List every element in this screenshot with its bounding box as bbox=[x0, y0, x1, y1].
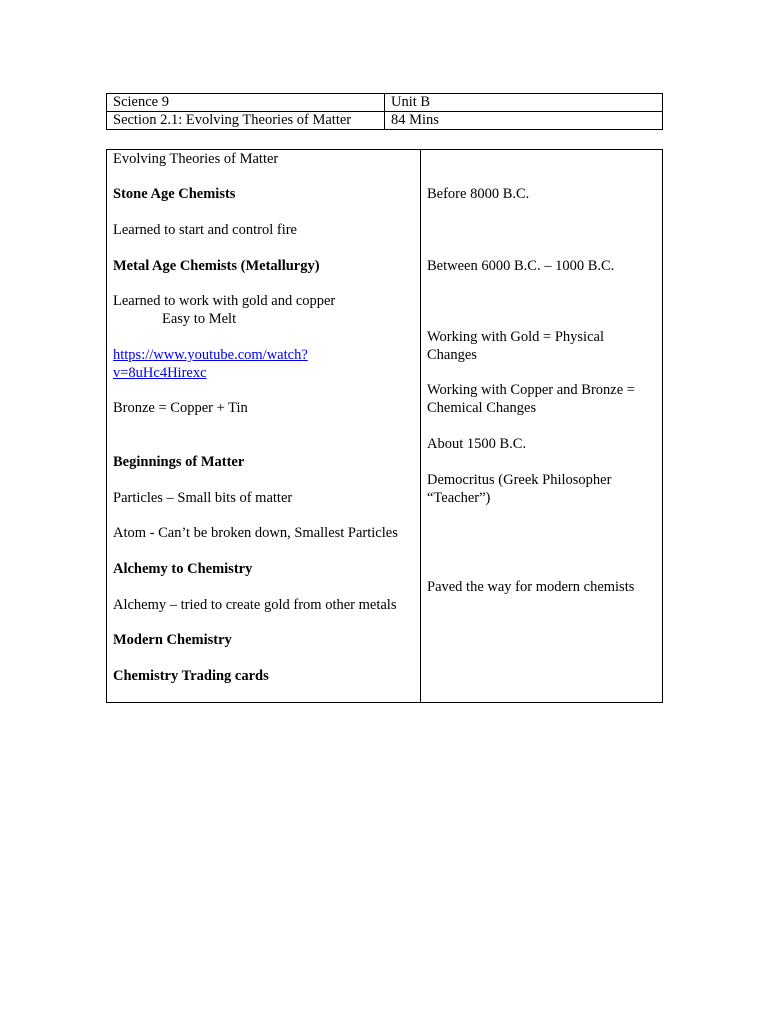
particles-text: Particles – Small bits of matter bbox=[113, 490, 293, 506]
matter-heading: Beginnings of Matter bbox=[113, 454, 245, 470]
course-cell: Science 9 bbox=[107, 94, 385, 112]
metal-age-heading: Metal Age Chemists (Metallurgy) bbox=[113, 258, 320, 274]
header-row bbox=[107, 112, 663, 130]
stone-age-date: Before 8000 B.C. bbox=[427, 186, 530, 202]
notes-title: Evolving Theories of Matter bbox=[113, 151, 279, 167]
matter-date: About 1500 B.C. bbox=[427, 436, 527, 452]
alchemy-heading: Alchemy to Chemistry bbox=[113, 561, 253, 577]
alchemy-note: Paved the way for modern chemists bbox=[427, 579, 635, 595]
copper-note: Working with Copper and Bronze = bbox=[427, 382, 635, 398]
section-cell: Section 2.1: Evolving Theories of Matter bbox=[107, 112, 385, 130]
atom-text: Atom - Can’t be broken down, Smallest Particles bbox=[113, 525, 398, 541]
gold-note-continued: Changes bbox=[427, 347, 477, 363]
duration-cell: 84 Mins bbox=[385, 112, 663, 130]
trading-cards-heading: Chemistry Trading cards bbox=[113, 668, 269, 684]
metal-age-subpoint: Easy to Melt bbox=[162, 311, 237, 327]
metal-age-date: Between 6000 B.C. – 1000 B.C. bbox=[427, 258, 615, 274]
header-row bbox=[107, 94, 663, 112]
notes-table bbox=[106, 149, 663, 703]
header-table bbox=[106, 93, 663, 130]
gold-note: Working with Gold = Physical bbox=[427, 329, 604, 345]
metal-age-text: Learned to work with gold and copper bbox=[113, 293, 336, 309]
democritus-note: Democritus (Greek Philosopher bbox=[427, 472, 612, 488]
video-link[interactable]: https://www.youtube.com/watch? bbox=[113, 347, 308, 363]
modern-chemistry-heading: Modern Chemistry bbox=[113, 632, 232, 648]
column-divider bbox=[420, 150, 421, 702]
video-link-continued[interactable]: v=8uHc4Hirexc bbox=[113, 365, 207, 381]
copper-note-continued: Chemical Changes bbox=[427, 400, 537, 416]
stone-age-heading: Stone Age Chemists bbox=[113, 186, 236, 202]
democritus-note-continued: “Teacher”) bbox=[427, 490, 491, 506]
stone-age-text: Learned to start and control fire bbox=[113, 222, 297, 238]
alchemy-text: Alchemy – tried to create gold from other metals bbox=[113, 597, 397, 613]
unit-cell: Unit B bbox=[385, 94, 663, 112]
bronze-text: Bronze = Copper + Tin bbox=[113, 400, 248, 416]
